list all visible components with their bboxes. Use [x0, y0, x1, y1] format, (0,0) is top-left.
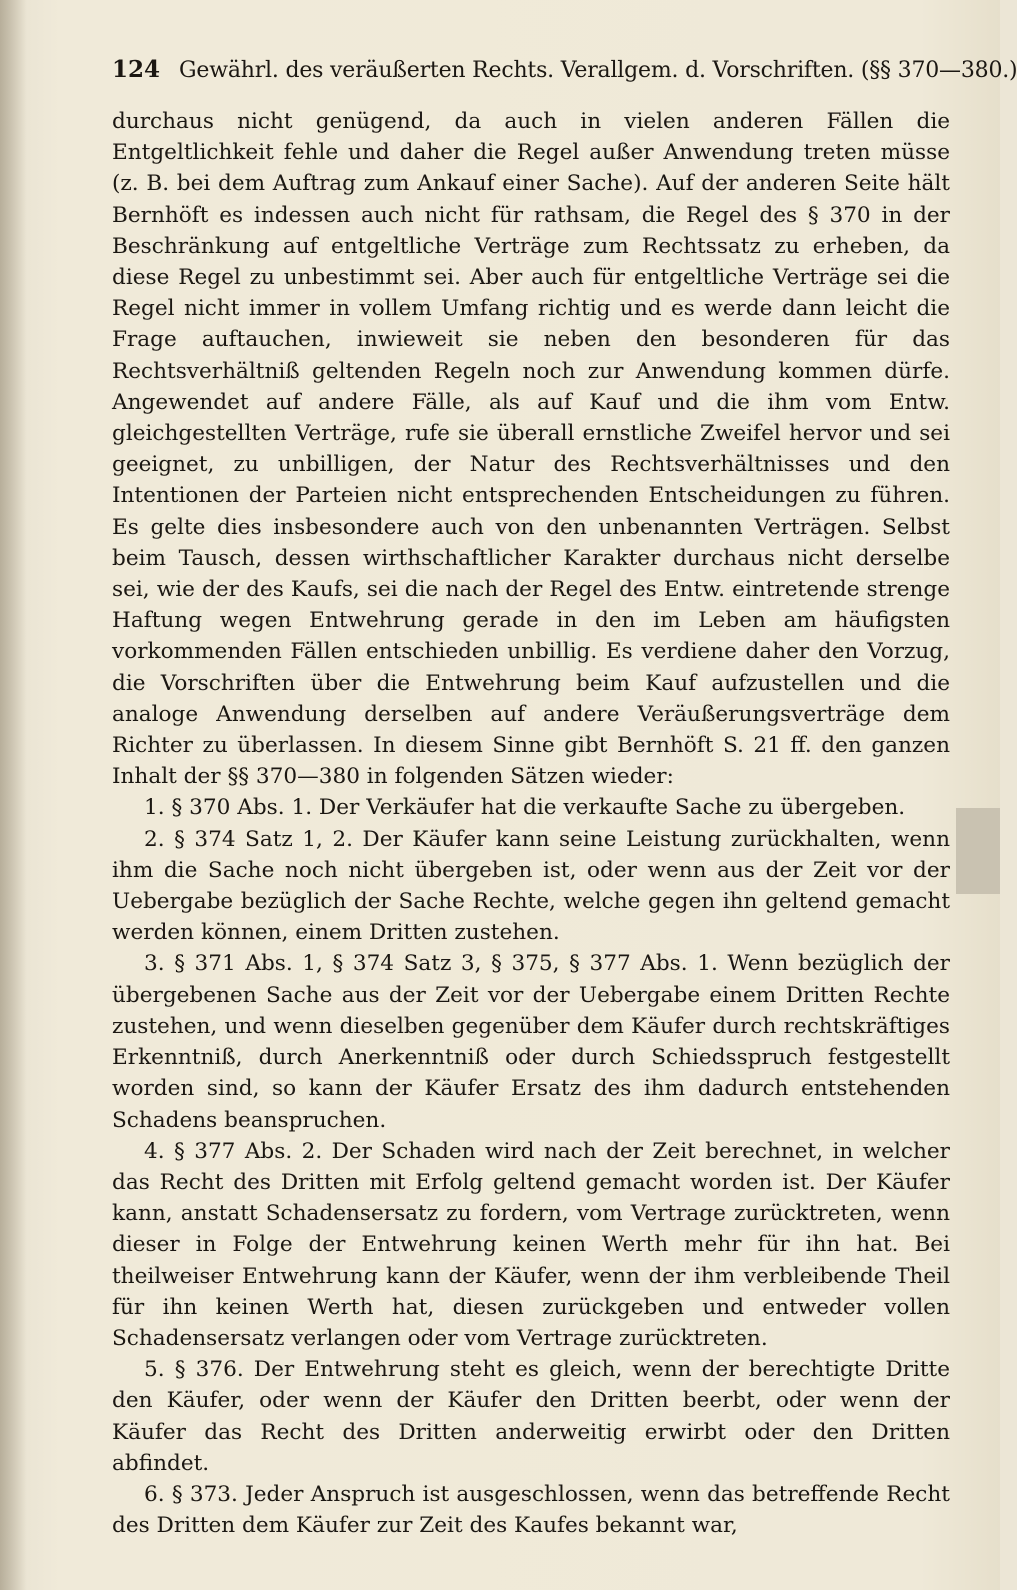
list-item-text: § 376. Der Entwehrung steht es gleich, wenn der berechtigte Dritte den Käufer, oder wenn der Käufer den Dritten beerbt, oder wenn der Käufer das Recht des Dritten anderweitig erwirbt oder den Dritten abfindet.	[112, 1357, 950, 1476]
list-item-text: § 373. Jeder Anspruch ist ausgeschlossen, wenn das betreffende Recht des Dritten dem Käufer zur Zeit des Kaufes bekannt war,	[112, 1481, 950, 1539]
list-item-number: 4.	[144, 1138, 165, 1164]
page-body	[112, 106, 950, 1541]
body-paragraph: durchaus nicht genügend, da auch in vielen anderen Fällen die Entgeltlichkeit fehle und daher die Regel außer Anwendung treten müsse (z. B. bei dem Auftrag zum Ankauf einer Sache). Auf der anderen Seite hält Bernhöft es indessen auch nicht für rathsam, die Regel des § 370 in der Beschränkung auf entgeltliche Verträge zum Rechtssatz zu erheben, da diese Regel zu unbestimmt sei. Aber auch für entgeltliche Verträge sei die Regel nicht immer in vollem Umfang richtig und es werde dann leicht die Frage auftauchen, inwieweit sie neben den besonderen für das Rechtsverhältniß geltenden Regeln noch zur Anwendung kommen dürfe. Angewendet auf andere Fälle, als auf Kauf und die ihm vom Entw. gleichgestellten Verträge, rufe sie überall ernstliche Zweifel hervor und sei geeignet, zu unbilligen, der Natur des Rechtsverhältnisses und den Intentionen der Parteien nicht entsprechenden Entscheidungen zu führen. Es gelte dies insbesondere auch von den unbenannten Verträgen. Selbst beim Tausch, dessen wirthschaftlicher Karakter durchaus nicht derselbe sei, wie der des Kaufs, sei die nach der Regel des Entw. eintretende strenge Haftung wegen Entwehrung gerade in den im Leben am häufigsten vorkommenden Fällen entschieden unbillig. Es verdiene daher den Vorzug, die Vorschriften über die Entwehrung beim Kauf aufzustellen und die analoge Anwendung derselben auf andere Veräußerungsverträge dem Richter zu überlassen. In diesem Sinne gibt Bernhöft S. 21 ff. den ganzen Inhalt der §§ 370—380 in folgenden Sätzen wieder:	[112, 109, 950, 790]
list-item-text: § 371 Abs. 1, § 374 Satz 3, § 375, § 377 Abs. 1. Wenn bezüglich der übergebenen Sache aus der Zeit vor der Uebergabe einem Dritten Rechte zustehen, und wenn dieselben gegenüber dem Käufer durch rechtskräftiges Erkenntniß, durch Anerkenntniß oder durch Schiedsspruch festgestellt worden sind, so kann der Käufer Ersatz des ihm dadurch entstehenden Schadens beanspruchen.	[112, 951, 950, 1133]
list-item-number: 6.	[144, 1481, 165, 1507]
list-item-number: 1.	[144, 795, 165, 821]
list-item	[112, 824, 950, 949]
enumerated-list	[112, 792, 950, 1541]
list-item	[112, 1136, 950, 1354]
list-item-number: 5.	[144, 1357, 165, 1383]
list-item-text: § 374 Satz 1, 2. Der Käufer kann seine Leistung zurückhalten, wenn ihm die Sache noch nicht übergeben ist, oder wenn aus der Zeit vor der Uebergabe bezüglich der Sache Rechte, welche gegen ihn geltend gemacht werden können, einem Dritten zustehen.	[112, 826, 950, 946]
list-item-number: 3.	[144, 951, 165, 977]
list-item-text: § 370 Abs. 1. Der Verkäufer hat die verkaufte Sache zu übergeben.	[171, 795, 906, 821]
page-edge-tab	[956, 808, 1000, 894]
page-header	[112, 52, 1017, 88]
page-gutter-shadow	[0, 0, 26, 1590]
page-number: 124	[112, 56, 161, 83]
running-title: Gewährl. des veräußerten Rechts. Verallgem. d. Vorschriften. (§§ 370—380.)	[179, 58, 1017, 83]
list-item-number: 2.	[144, 826, 165, 852]
list-item	[112, 792, 950, 823]
list-item-text: § 377 Abs. 2. Der Schaden wird nach der Zeit berechnet, in welcher das Recht des Dritten mit Erfolg geltend gemacht worden ist. Der Käufer kann, anstatt Schadensersatz zu fordern, vom Vertrage zurücktreten, wenn dieser in Folge der Entwehrung keinen Werth mehr für ihn hat. Bei theilweiser Entwehrung kann der Käufer, wenn der ihm verbleibende Theil für ihn keinen Werth hat, diesen zurückgeben und entweder vollen Schadensersatz verlangen oder vom Vertrage zurücktreten.	[112, 1138, 950, 1351]
list-item	[112, 948, 950, 1135]
list-item	[112, 1479, 950, 1541]
list-item	[112, 1354, 950, 1479]
